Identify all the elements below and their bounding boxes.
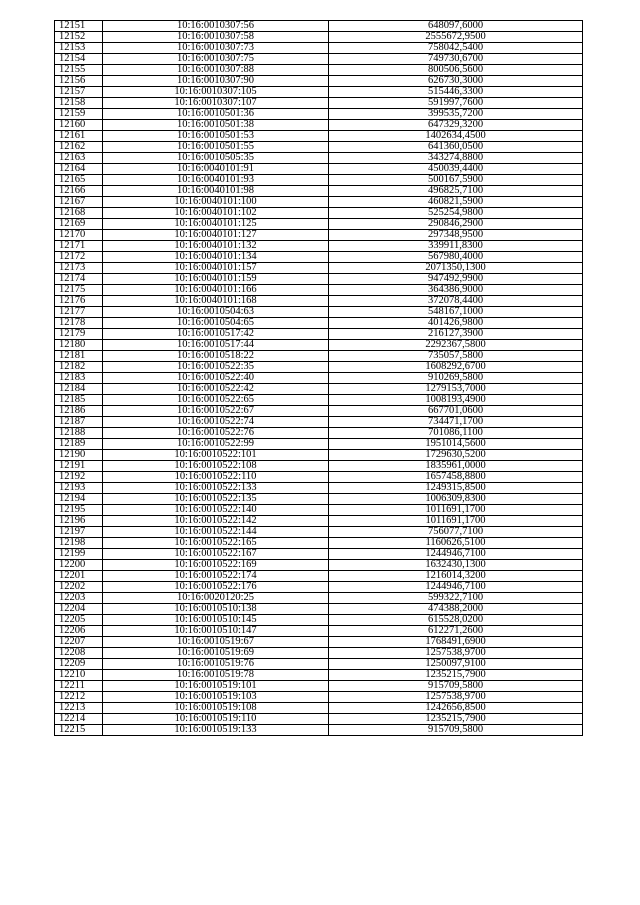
cadastral-number-cell: 10:16:0010519:103 xyxy=(103,692,329,703)
row-number-cell: 12195 xyxy=(55,505,103,516)
cadastral-number-cell: 10:16:0010510:147 xyxy=(103,626,329,637)
cadastral-number-cell: 10:16:0010307:90 xyxy=(103,76,329,87)
table-row xyxy=(55,670,583,681)
cadastral-number-cell: 10:16:0010501:53 xyxy=(103,131,329,142)
cadastral-value-cell: 615528,0200 xyxy=(329,615,583,626)
table-row xyxy=(55,560,583,571)
cadastral-value-cell: 2555672,9500 xyxy=(329,32,583,43)
table-row xyxy=(55,384,583,395)
row-number-cell: 12206 xyxy=(55,626,103,637)
cadastral-number-cell: 10:16:0010517:44 xyxy=(103,340,329,351)
row-number-cell: 12151 xyxy=(55,21,103,32)
row-number-cell: 12181 xyxy=(55,351,103,362)
row-number-cell: 12191 xyxy=(55,461,103,472)
table-row xyxy=(55,274,583,285)
row-number-cell: 12196 xyxy=(55,516,103,527)
cadastral-number-cell: 10:16:0010522:142 xyxy=(103,516,329,527)
cadastral-number-cell: 10:16:0010519:76 xyxy=(103,659,329,670)
row-number-cell: 12185 xyxy=(55,395,103,406)
table-row xyxy=(55,604,583,615)
cadastral-value-cell: 749730,6700 xyxy=(329,54,583,65)
row-number-cell: 12198 xyxy=(55,538,103,549)
cadastral-number-cell: 10:16:0010522:110 xyxy=(103,472,329,483)
table-row xyxy=(55,307,583,318)
row-number-cell: 12153 xyxy=(55,43,103,54)
table-row xyxy=(55,329,583,340)
cadastral-number-cell: 10:16:0040101:134 xyxy=(103,252,329,263)
table-row xyxy=(55,87,583,98)
row-number-cell: 12186 xyxy=(55,406,103,417)
cadastral-number-cell: 10:16:0010522:40 xyxy=(103,373,329,384)
cadastral-number-cell: 10:16:0040101:159 xyxy=(103,274,329,285)
cadastral-value-cell: 647329,3200 xyxy=(329,120,583,131)
table-row xyxy=(55,208,583,219)
cadastral-number-cell: 10:16:0010518:22 xyxy=(103,351,329,362)
row-number-cell: 12184 xyxy=(55,384,103,395)
cadastral-value-cell: 910269,5800 xyxy=(329,373,583,384)
table-body xyxy=(55,21,583,736)
cadastral-number-cell: 10:16:0010522:99 xyxy=(103,439,329,450)
row-number-cell: 12212 xyxy=(55,692,103,703)
table-row xyxy=(55,131,583,142)
table-row xyxy=(55,109,583,120)
cadastral-value-cell: 1279153,7000 xyxy=(329,384,583,395)
row-number-cell: 12211 xyxy=(55,681,103,692)
cadastral-value-cell: 1235215,7900 xyxy=(329,670,583,681)
cadastral-number-cell: 10:16:0010522:133 xyxy=(103,483,329,494)
cadastral-value-cell: 297348,9500 xyxy=(329,230,583,241)
row-number-cell: 12154 xyxy=(55,54,103,65)
row-number-cell: 12157 xyxy=(55,87,103,98)
table-row xyxy=(55,175,583,186)
cadastral-number-cell: 10:16:0010501:55 xyxy=(103,142,329,153)
row-number-cell: 12182 xyxy=(55,362,103,373)
cadastral-number-cell: 10:16:0010519:101 xyxy=(103,681,329,692)
table-row xyxy=(55,549,583,560)
row-number-cell: 12162 xyxy=(55,142,103,153)
cadastral-value-cell: 1768491,6900 xyxy=(329,637,583,648)
cadastral-number-cell: 10:16:0040101:98 xyxy=(103,186,329,197)
cadastral-value-cell: 1006309,8300 xyxy=(329,494,583,505)
row-number-cell: 12152 xyxy=(55,32,103,43)
cadastral-number-cell: 10:16:0010522:74 xyxy=(103,417,329,428)
cadastral-value-cell: 947492,9900 xyxy=(329,274,583,285)
cadastral-number-cell: 10:16:0010501:36 xyxy=(103,109,329,120)
table-row xyxy=(55,362,583,373)
cadastral-value-cell: 1249315,8500 xyxy=(329,483,583,494)
table-row xyxy=(55,538,583,549)
table-row xyxy=(55,428,583,439)
cadastral-value-cell: 756077,7100 xyxy=(329,527,583,538)
cadastral-value-cell: 1657458,8800 xyxy=(329,472,583,483)
row-number-cell: 12208 xyxy=(55,648,103,659)
cadastral-value-cell: 399535,7200 xyxy=(329,109,583,120)
row-number-cell: 12160 xyxy=(55,120,103,131)
cadastral-value-cell: 2071350,1300 xyxy=(329,263,583,274)
table-row xyxy=(55,219,583,230)
row-number-cell: 12155 xyxy=(55,65,103,76)
row-number-cell: 12158 xyxy=(55,98,103,109)
row-number-cell: 12174 xyxy=(55,274,103,285)
cadastral-value-cell: 1244946,7100 xyxy=(329,582,583,593)
cadastral-number-cell: 10:16:0010522:35 xyxy=(103,362,329,373)
cadastral-number-cell: 10:16:0040101:132 xyxy=(103,241,329,252)
cadastral-number-cell: 10:16:0010519:67 xyxy=(103,637,329,648)
table-row xyxy=(55,571,583,582)
cadastral-value-cell: 2292367,5800 xyxy=(329,340,583,351)
cadastral-value-cell: 1011691,1700 xyxy=(329,505,583,516)
cadastral-number-cell: 10:16:0010504:65 xyxy=(103,318,329,329)
table-row xyxy=(55,230,583,241)
cadastral-number-cell: 10:16:0040101:157 xyxy=(103,263,329,274)
cadastral-value-cell: 800506,5600 xyxy=(329,65,583,76)
table-row xyxy=(55,252,583,263)
cadastral-number-cell: 10:16:0010519:110 xyxy=(103,714,329,725)
cadastral-number-cell: 10:16:0010307:58 xyxy=(103,32,329,43)
row-number-cell: 12165 xyxy=(55,175,103,186)
cadastral-value-cell: 1008193,4900 xyxy=(329,395,583,406)
table-row xyxy=(55,637,583,648)
row-number-cell: 12177 xyxy=(55,307,103,318)
table-row xyxy=(55,648,583,659)
cadastral-number-cell: 10:16:0010501:38 xyxy=(103,120,329,131)
table-row xyxy=(55,395,583,406)
cadastral-value-table xyxy=(54,20,583,736)
table-row xyxy=(55,54,583,65)
row-number-cell: 12173 xyxy=(55,263,103,274)
table-row xyxy=(55,725,583,736)
cadastral-value-cell: 701086,1100 xyxy=(329,428,583,439)
cadastral-value-cell: 1011691,1700 xyxy=(329,516,583,527)
cadastral-value-cell: 599322,7100 xyxy=(329,593,583,604)
cadastral-number-cell: 10:16:0010522:101 xyxy=(103,450,329,461)
cadastral-number-cell: 10:16:0010510:145 xyxy=(103,615,329,626)
table-row xyxy=(55,703,583,714)
cadastral-value-cell: 758042,5400 xyxy=(329,43,583,54)
table-row xyxy=(55,65,583,76)
cadastral-value-cell: 1402634,4500 xyxy=(329,131,583,142)
row-number-cell: 12168 xyxy=(55,208,103,219)
table-row xyxy=(55,164,583,175)
row-number-cell: 12189 xyxy=(55,439,103,450)
table-row xyxy=(55,120,583,131)
cadastral-value-cell: 364386,9000 xyxy=(329,285,583,296)
row-number-cell: 12169 xyxy=(55,219,103,230)
cadastral-value-cell: 216127,3900 xyxy=(329,329,583,340)
cadastral-number-cell: 10:16:0020120:25 xyxy=(103,593,329,604)
row-number-cell: 12172 xyxy=(55,252,103,263)
cadastral-number-cell: 10:16:0010307:56 xyxy=(103,21,329,32)
row-number-cell: 12161 xyxy=(55,131,103,142)
cadastral-number-cell: 10:16:0010504:63 xyxy=(103,307,329,318)
table-row xyxy=(55,98,583,109)
row-number-cell: 12194 xyxy=(55,494,103,505)
cadastral-value-cell: 474388,2000 xyxy=(329,604,583,615)
table-row xyxy=(55,681,583,692)
cadastral-value-cell: 1951014,5600 xyxy=(329,439,583,450)
table-row xyxy=(55,142,583,153)
table-row xyxy=(55,527,583,538)
table-row xyxy=(55,626,583,637)
table-row xyxy=(55,516,583,527)
cadastral-number-cell: 10:16:0040101:168 xyxy=(103,296,329,307)
row-number-cell: 12199 xyxy=(55,549,103,560)
table-row xyxy=(55,340,583,351)
row-number-cell: 12171 xyxy=(55,241,103,252)
row-number-cell: 12175 xyxy=(55,285,103,296)
cadastral-value-cell: 339911,8300 xyxy=(329,241,583,252)
cadastral-number-cell: 10:16:0040101:127 xyxy=(103,230,329,241)
row-number-cell: 12188 xyxy=(55,428,103,439)
row-number-cell: 12178 xyxy=(55,318,103,329)
cadastral-value-cell: 734471,1700 xyxy=(329,417,583,428)
cadastral-number-cell: 10:16:0010522:67 xyxy=(103,406,329,417)
cadastral-value-cell: 1242656,8500 xyxy=(329,703,583,714)
table-row xyxy=(55,43,583,54)
table-row xyxy=(55,472,583,483)
cadastral-value-cell: 548167,1000 xyxy=(329,307,583,318)
cadastral-number-cell: 10:16:0010522:144 xyxy=(103,527,329,538)
table-row xyxy=(55,153,583,164)
cadastral-number-cell: 10:16:0040101:100 xyxy=(103,197,329,208)
cadastral-number-cell: 10:16:0010522:140 xyxy=(103,505,329,516)
cadastral-number-cell: 10:16:0010522:108 xyxy=(103,461,329,472)
cadastral-value-cell: 612271,2600 xyxy=(329,626,583,637)
table-row xyxy=(55,241,583,252)
table-row xyxy=(55,593,583,604)
cadastral-value-cell: 460821,5900 xyxy=(329,197,583,208)
cadastral-value-cell: 1632430,1300 xyxy=(329,560,583,571)
table-row xyxy=(55,32,583,43)
cadastral-number-cell: 10:16:0040101:91 xyxy=(103,164,329,175)
row-number-cell: 12205 xyxy=(55,615,103,626)
row-number-cell: 12170 xyxy=(55,230,103,241)
row-number-cell: 12163 xyxy=(55,153,103,164)
table-row xyxy=(55,76,583,87)
table-row xyxy=(55,659,583,670)
row-number-cell: 12204 xyxy=(55,604,103,615)
cadastral-value-cell: 667701,0600 xyxy=(329,406,583,417)
table-row xyxy=(55,263,583,274)
cadastral-value-cell: 401426,9800 xyxy=(329,318,583,329)
cadastral-number-cell: 10:16:0010519:69 xyxy=(103,648,329,659)
row-number-cell: 12180 xyxy=(55,340,103,351)
cadastral-number-cell: 10:16:0010307:105 xyxy=(103,87,329,98)
cadastral-value-cell: 1729630,5200 xyxy=(329,450,583,461)
cadastral-number-cell: 10:16:0010522:176 xyxy=(103,582,329,593)
cadastral-value-cell: 343274,8800 xyxy=(329,153,583,164)
row-number-cell: 12197 xyxy=(55,527,103,538)
cadastral-value-cell: 500167,5900 xyxy=(329,175,583,186)
cadastral-number-cell: 10:16:0010522:65 xyxy=(103,395,329,406)
row-number-cell: 12156 xyxy=(55,76,103,87)
row-number-cell: 12203 xyxy=(55,593,103,604)
cadastral-value-cell: 626730,3000 xyxy=(329,76,583,87)
table-row xyxy=(55,692,583,703)
row-number-cell: 12183 xyxy=(55,373,103,384)
cadastral-value-cell: 915709,5800 xyxy=(329,681,583,692)
table-row xyxy=(55,714,583,725)
cadastral-value-cell: 290846,2900 xyxy=(329,219,583,230)
cadastral-number-cell: 10:16:0040101:125 xyxy=(103,219,329,230)
table-row xyxy=(55,351,583,362)
table-row xyxy=(55,615,583,626)
cadastral-number-cell: 10:16:0010519:133 xyxy=(103,725,329,736)
table-row xyxy=(55,296,583,307)
cadastral-number-cell: 10:16:0010307:107 xyxy=(103,98,329,109)
row-number-cell: 12207 xyxy=(55,637,103,648)
cadastral-number-cell: 10:16:0010519:108 xyxy=(103,703,329,714)
cadastral-value-cell: 1160626,5100 xyxy=(329,538,583,549)
row-number-cell: 12202 xyxy=(55,582,103,593)
cadastral-number-cell: 10:16:0040101:166 xyxy=(103,285,329,296)
cadastral-number-cell: 10:16:0010522:174 xyxy=(103,571,329,582)
cadastral-value-cell: 567980,4000 xyxy=(329,252,583,263)
cadastral-value-cell: 1235215,7900 xyxy=(329,714,583,725)
cadastral-number-cell: 10:16:0010522:167 xyxy=(103,549,329,560)
row-number-cell: 12209 xyxy=(55,659,103,670)
table-row xyxy=(55,494,583,505)
table-row xyxy=(55,450,583,461)
row-number-cell: 12215 xyxy=(55,725,103,736)
cadastral-number-cell: 10:16:0010522:165 xyxy=(103,538,329,549)
cadastral-number-cell: 10:16:0010505:35 xyxy=(103,153,329,164)
cadastral-number-cell: 10:16:0040101:93 xyxy=(103,175,329,186)
cadastral-number-cell: 10:16:0010517:42 xyxy=(103,329,329,340)
row-number-cell: 12201 xyxy=(55,571,103,582)
row-number-cell: 12210 xyxy=(55,670,103,681)
row-number-cell: 12176 xyxy=(55,296,103,307)
cadastral-value-cell: 648097,6000 xyxy=(329,21,583,32)
cadastral-number-cell: 10:16:0010522:135 xyxy=(103,494,329,505)
row-number-cell: 12213 xyxy=(55,703,103,714)
cadastral-value-cell: 1257538,9700 xyxy=(329,692,583,703)
cadastral-value-cell: 515446,3300 xyxy=(329,87,583,98)
cadastral-value-cell: 1244946,7100 xyxy=(329,549,583,560)
row-number-cell: 12200 xyxy=(55,560,103,571)
row-number-cell: 12187 xyxy=(55,417,103,428)
row-number-cell: 12193 xyxy=(55,483,103,494)
row-number-cell: 12179 xyxy=(55,329,103,340)
row-number-cell: 12164 xyxy=(55,164,103,175)
cadastral-number-cell: 10:16:0010307:88 xyxy=(103,65,329,76)
cadastral-value-cell: 735057,5800 xyxy=(329,351,583,362)
cadastral-number-cell: 10:16:0010307:75 xyxy=(103,54,329,65)
row-number-cell: 12166 xyxy=(55,186,103,197)
cadastral-number-cell: 10:16:0010307:73 xyxy=(103,43,329,54)
cadastral-value-cell: 496825,7100 xyxy=(329,186,583,197)
table-row xyxy=(55,318,583,329)
table-row xyxy=(55,461,583,472)
table-row xyxy=(55,417,583,428)
cadastral-value-cell: 525254,9800 xyxy=(329,208,583,219)
cadastral-value-cell: 1216014,3200 xyxy=(329,571,583,582)
cadastral-number-cell: 10:16:0010522:42 xyxy=(103,384,329,395)
table-row xyxy=(55,505,583,516)
cadastral-value-cell: 915709,5800 xyxy=(329,725,583,736)
row-number-cell: 12190 xyxy=(55,450,103,461)
table-row xyxy=(55,21,583,32)
row-number-cell: 12214 xyxy=(55,714,103,725)
cadastral-value-cell: 1250097,9100 xyxy=(329,659,583,670)
table-row xyxy=(55,186,583,197)
table-row xyxy=(55,483,583,494)
cadastral-number-cell: 10:16:0010522:169 xyxy=(103,560,329,571)
cadastral-value-cell: 1835961,0000 xyxy=(329,461,583,472)
table-row xyxy=(55,406,583,417)
row-number-cell: 12159 xyxy=(55,109,103,120)
cadastral-value-cell: 641360,0500 xyxy=(329,142,583,153)
table-row xyxy=(55,285,583,296)
cadastral-value-cell: 450039,4400 xyxy=(329,164,583,175)
cadastral-number-cell: 10:16:0040101:102 xyxy=(103,208,329,219)
table-row xyxy=(55,197,583,208)
table-row xyxy=(55,582,583,593)
cadastral-value-cell: 372078,4400 xyxy=(329,296,583,307)
cadastral-number-cell: 10:16:0010519:78 xyxy=(103,670,329,681)
cadastral-number-cell: 10:16:0010510:138 xyxy=(103,604,329,615)
row-number-cell: 12167 xyxy=(55,197,103,208)
cadastral-value-cell: 591997,7600 xyxy=(329,98,583,109)
cadastral-value-cell: 1608292,6700 xyxy=(329,362,583,373)
table-row xyxy=(55,373,583,384)
row-number-cell: 12192 xyxy=(55,472,103,483)
cadastral-value-cell: 1257538,9700 xyxy=(329,648,583,659)
cadastral-number-cell: 10:16:0010522:76 xyxy=(103,428,329,439)
table-row xyxy=(55,439,583,450)
